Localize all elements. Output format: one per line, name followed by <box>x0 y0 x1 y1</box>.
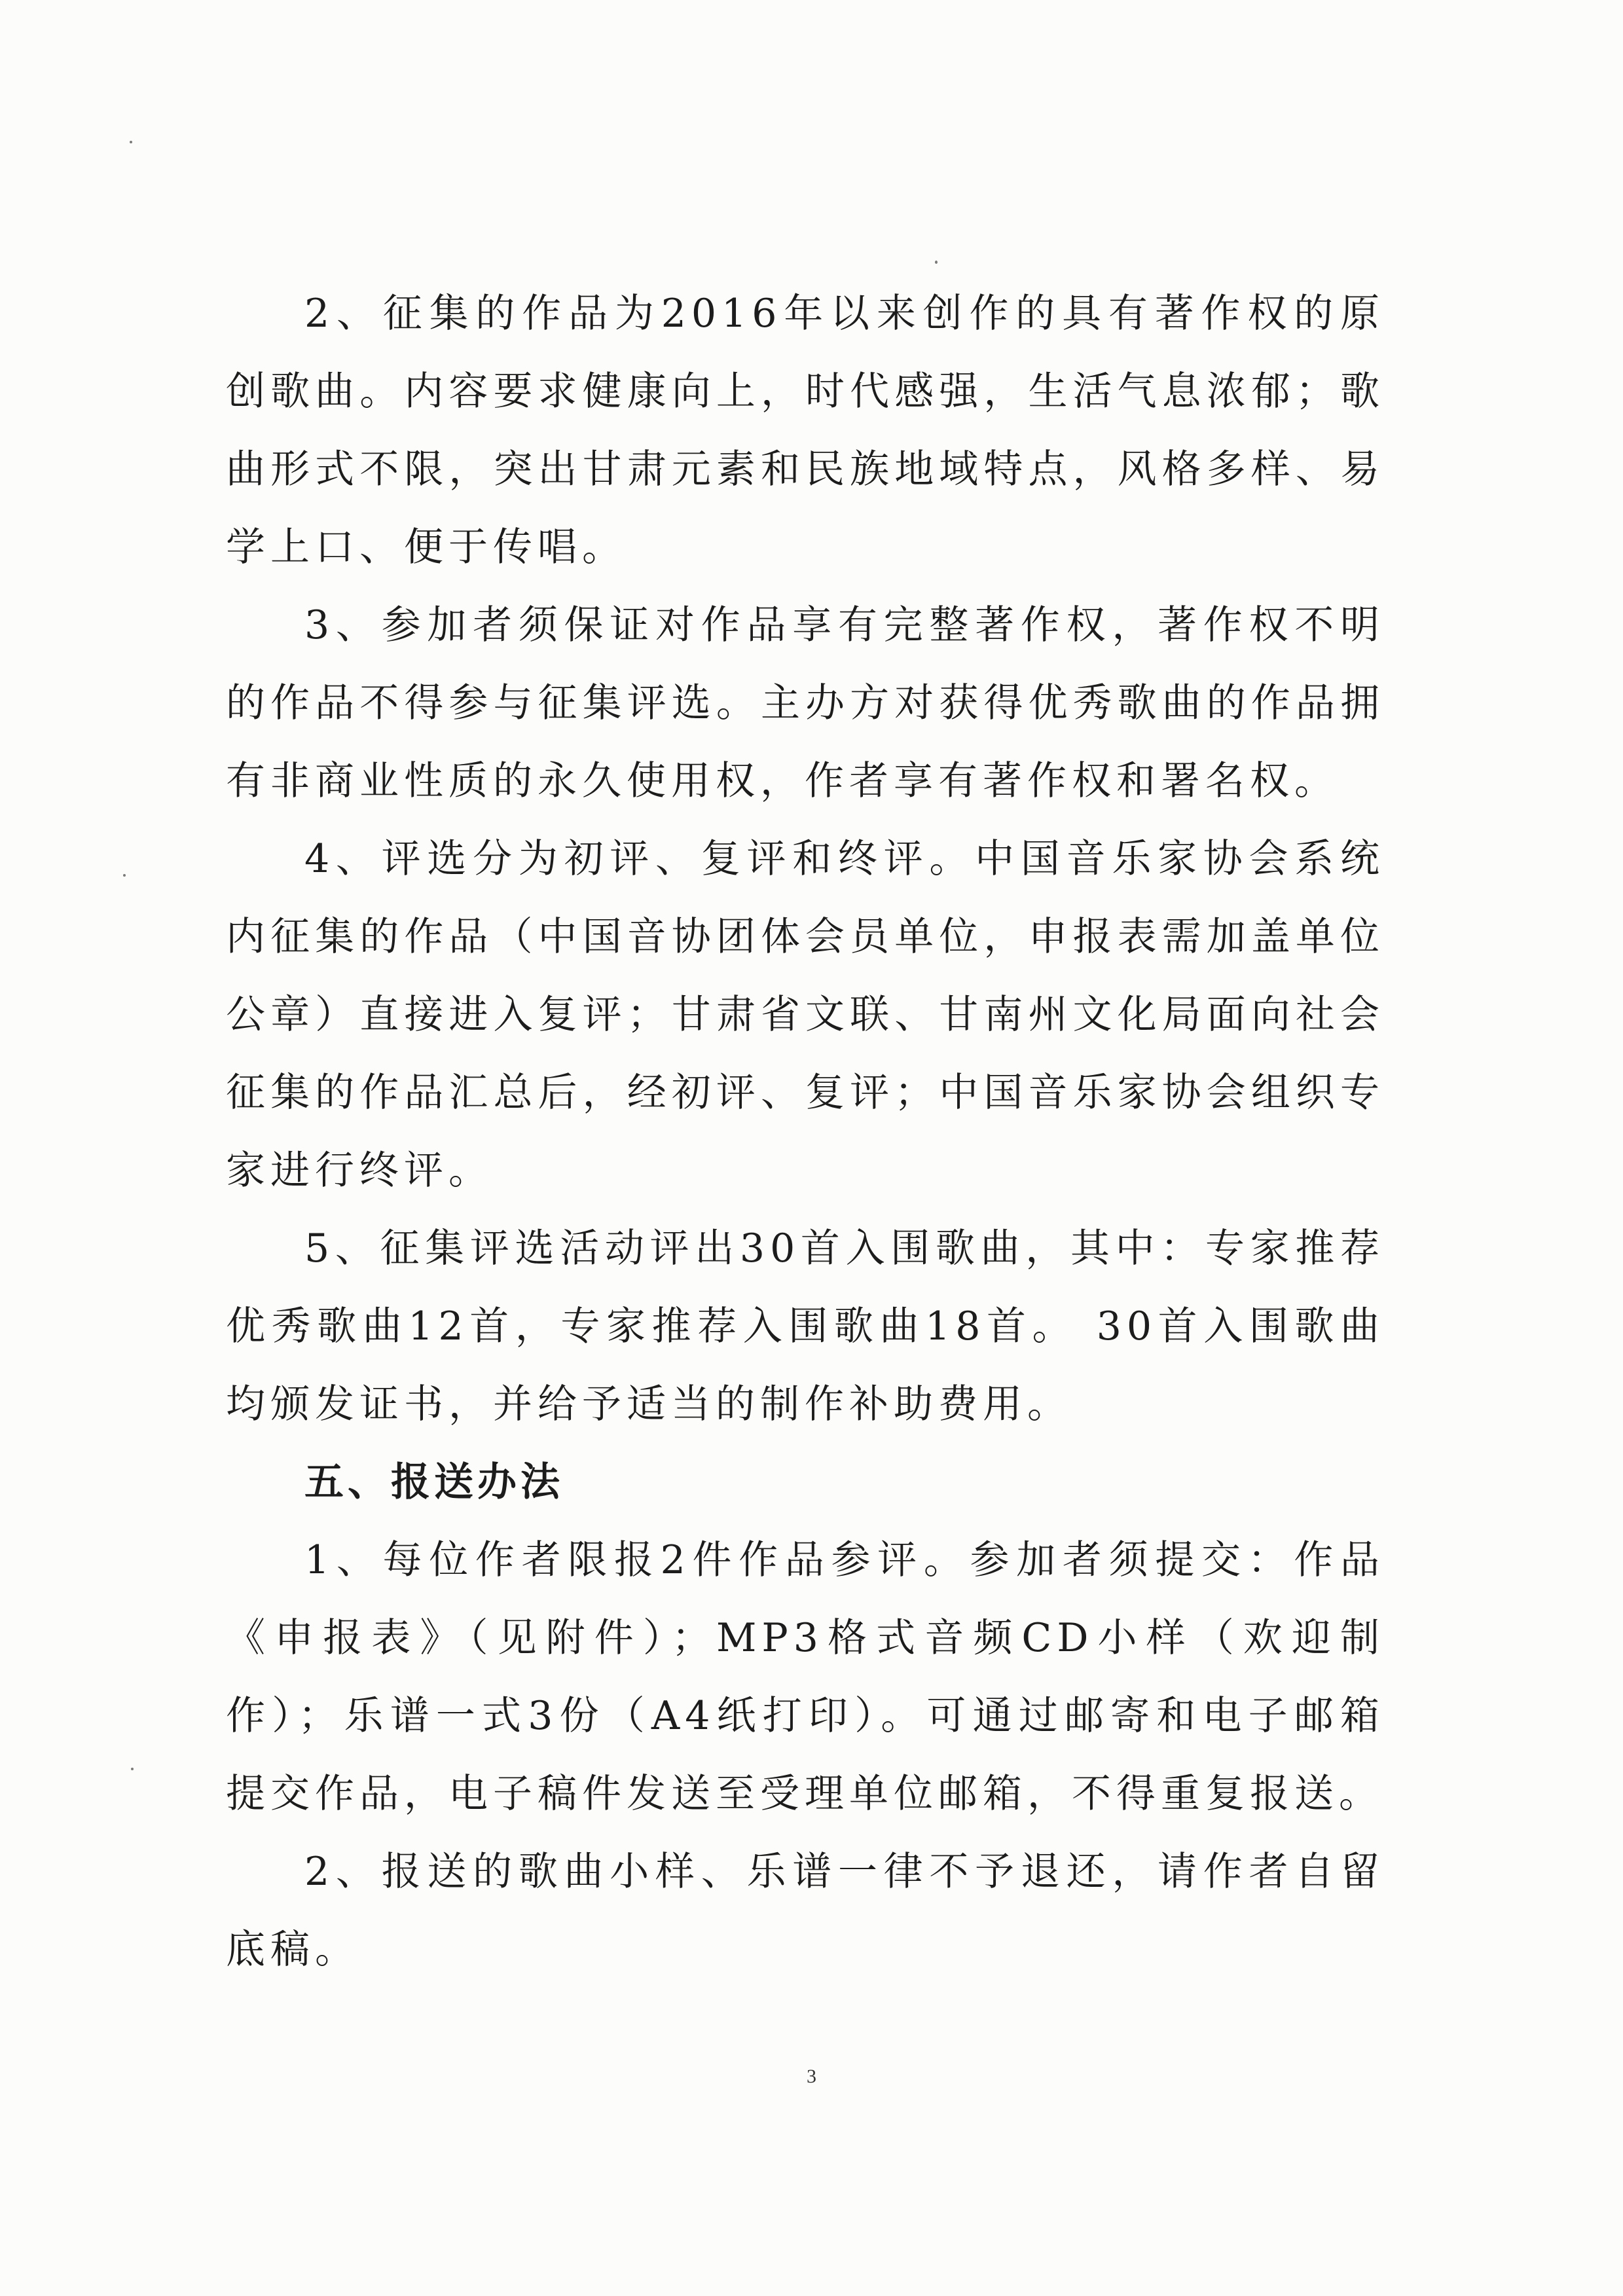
document-body <box>226 275 1385 1989</box>
scan-speck <box>130 141 132 143</box>
submission-item-1: 1、每位作者限报2件作品参评。参加者须提交：作品《申报表》（见附件）；MP3格式音频CD小样（欢迎制作）；乐谱一式3份（A4纸打印）。可通过邮寄和电子邮箱提交作品，电子稿件发送至受理单位邮箱，不得重复报送。 <box>226 1537 1385 1817</box>
paragraph-4: 4、评选分为初评、复评和终评。中国音乐家协会系统内征集的作品（中国音协团体会员单位，申报表需加盖单位公章）直接进入复评；甘肃省文联、甘南州文化局面向社会征集的作品汇总后，经初评、复评；中国音乐家协会组织专家进行终评。 <box>226 836 1385 1194</box>
scan-speck <box>131 1768 134 1770</box>
scan-speck <box>935 261 938 264</box>
submission-item-2: 2、报送的歌曲小样、乐谱一律不予退还，请作者自留底稿。 <box>226 1849 1385 1973</box>
page-number: 3 <box>807 2066 816 2087</box>
section-heading-submission: 五、报送办法 <box>304 1459 564 1505</box>
paragraph-2: 2、征集的作品为2016年以来创作的具有著作权的原创歌曲。内容要求健康向上，时代感强，生活气息浓郁；歌曲形式不限，突出甘肃元素和民族地域特点，风格多样、易学上口、便于传唱。 <box>226 291 1385 570</box>
paragraph-3: 3、参加者须保证对作品享有完整著作权，著作权不明的作品不得参与征集评选。主办方对获得优秀歌曲的作品拥有非商业性质的永久使用权，作者享有著作权和署名权。 <box>226 602 1385 804</box>
scan-speck <box>123 874 126 877</box>
paragraph-5: 5、征集评选活动评出30首入围歌曲，其中：专家推荐优秀歌曲12首，专家推荐入围歌曲18首。 30首入围歌曲均颁发证书，并给予适当的制作补助费用。 <box>226 1226 1385 1427</box>
